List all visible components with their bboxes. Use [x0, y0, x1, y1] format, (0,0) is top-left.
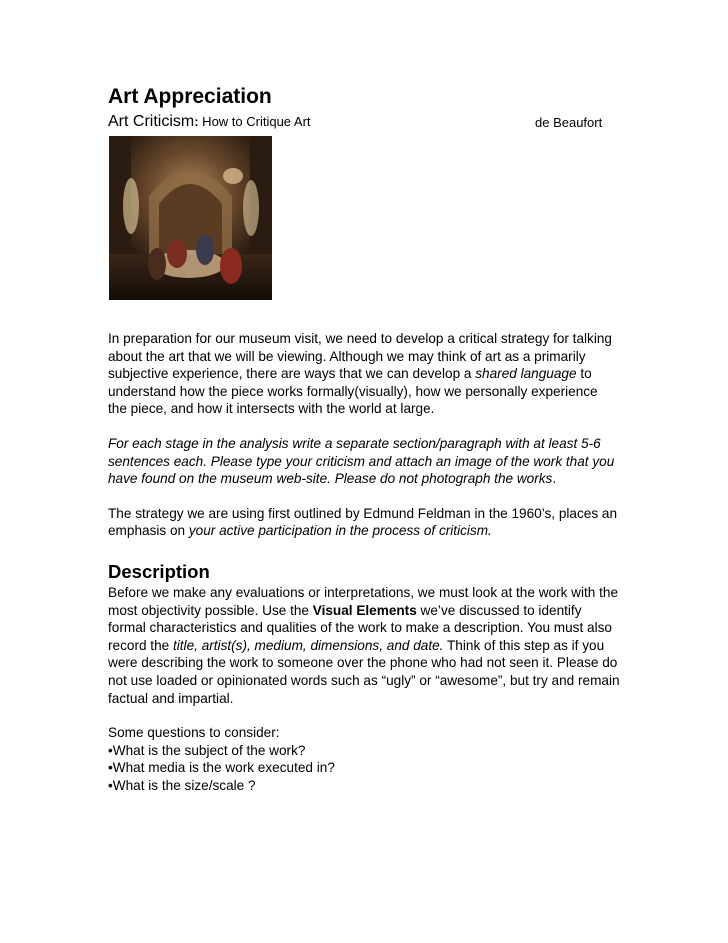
painting-image — [109, 136, 272, 300]
strategy-paragraph: The strategy we are using first outlined by Edmund Feldman in the 1960’s, places an emphasis on your active participation in the process of criticism. — [108, 505, 618, 539]
intro-paragraph: In preparation for our museum visit, we need to develop a critical strategy for talking about the art that we will be viewing. Although we may think of art as a primarily subjective experience, there are ways that we can develop a shared language to understand how the piece works formally(visually), how we personally experience the piece, and how it intersects with the world at large. — [108, 331, 612, 417]
subtitle-colon: : — [194, 114, 199, 129]
questions-label: Some questions to consider: — [108, 725, 280, 741]
document-title: Art Appreciation — [108, 85, 272, 108]
subtitle-row — [108, 110, 620, 136]
list-item: •What is the subject of the work? — [108, 742, 306, 758]
list-item: •What media is the work executed in? — [108, 760, 335, 776]
author-name: de Beaufort — [535, 115, 603, 130]
questions-list — [108, 742, 620, 795]
document-page — [108, 84, 620, 794]
description-heading: Description — [108, 560, 210, 582]
list-item: •What is the size/scale ? — [108, 777, 256, 793]
description-paragraph: Before we make any evaluations or interpretations, we must look at the work with the most objectivity possible. Use the Visual Elements we’ve discussed to identify formal characteristics and qualities of the work to make a description. You must also record the title, artist(s), medium, dimensions, and date. Think of this step as if you were describing the work to someone over the phone who had not seen it. Please do not use loaded or opinionated words such as “ugly” or “awesome”, but try and remain factual and impartial. — [108, 584, 620, 706]
subtitle-rest: How to Critique Art — [198, 114, 311, 129]
instructions-paragraph: For each stage in the analysis write a separate section/paragraph with at least 5-6 sentences each. Please type your criticism and attach an image of the work that you have found on the museum web-site. Please do not photograph the works. — [108, 435, 615, 487]
subtitle-main: Art Criticism — [108, 113, 195, 130]
